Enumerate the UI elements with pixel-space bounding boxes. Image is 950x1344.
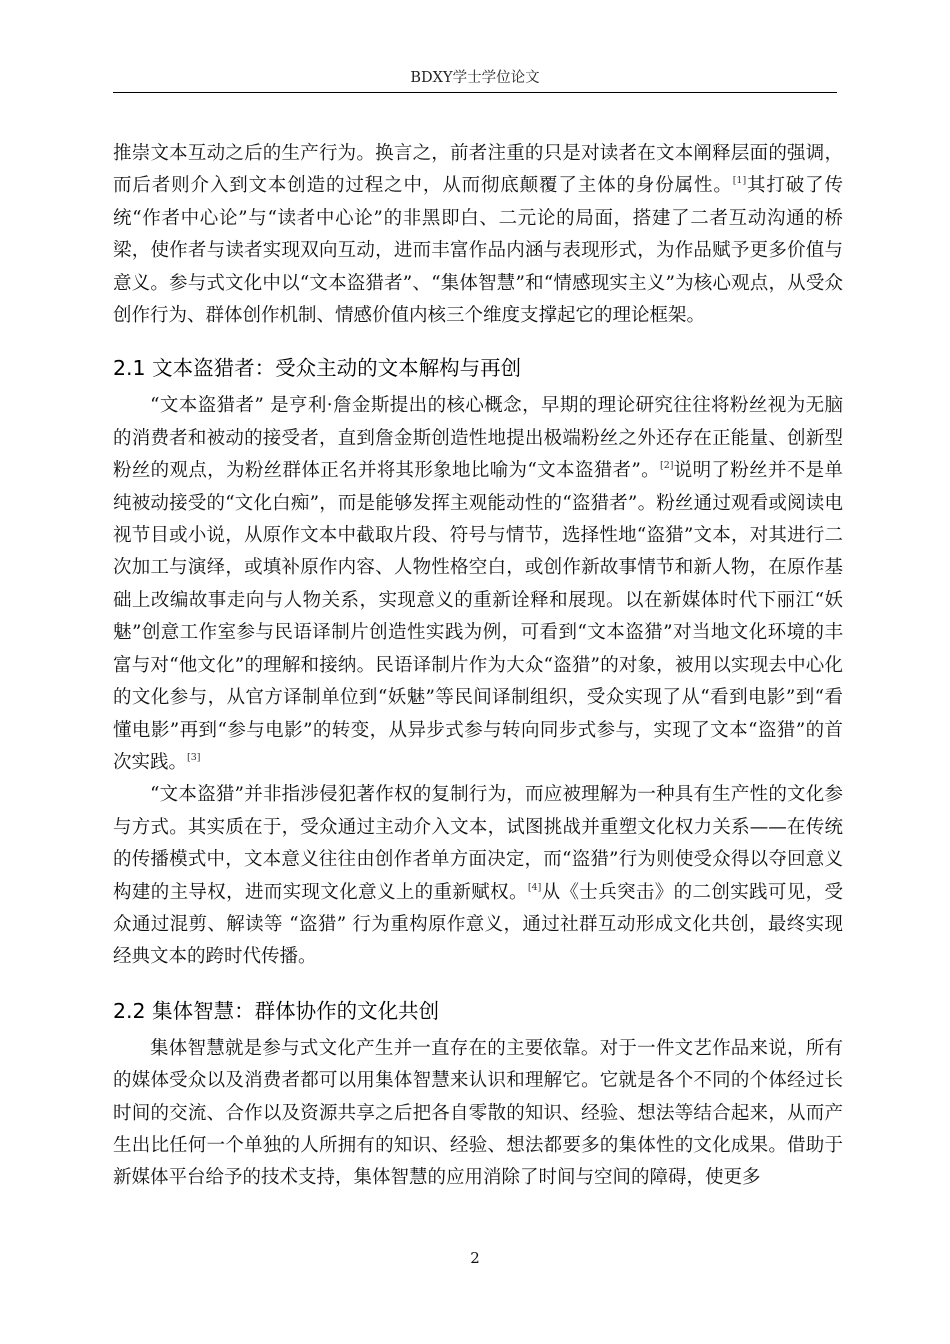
paragraph-2-2-a: 集体智慧就是参与式文化产生并一直存在的主要依靠。对于一件文艺作品来说，所有的媒体受众以及消费者都可以用集体智慧来认识和理解它。它就是各个不同的个体经过长时间的交流、合作以及资源共享之后把各自零散的知识、经验、想法等结合起来，从而产生出比任何一个单独的人所拥有的知识、经验、想法都要多的集体性的文化成果。借助于新媒体平台给予的技术支持，集体智慧的应用消除了时间与空间的障碍，使更多 [113, 1037, 843, 1189]
paragraph-text: 说明了粉丝并不是单纯被动接受的“文化白痴”，而是能够发挥主观能动性的“盗猎者”。粉丝通过观看或阅读电视节目或小说，从原作文本中截取片段、符号与情节，选择性地“盗猎”文本，对其进行二次加工与演绎，或填补原作内容、人物性格空白，或创作新故事情节和新人物，在原作基础上改编故事走向与人物关系，实现意义的重新诠释和展现。以在新媒体时代下丽江“妖魅”创意工作室参与民语译制片创造性实践为例，可看到“文本盗猎”对当地文化环境的丰富与对“他文化”的理解和接纳。民语译制片作为大众“盗猎”的对象，被用以实现去中心化的文化参与，从官方译制单位到“妖魅”等民间译制组织，受众实现了从“看到电影”到“看懂电影”再到“参与电影”的转变，从异步式参与转向同步式参与，实现了文本“盗猎”的首次实践。 [113, 460, 843, 773]
citation-ref: [2] [660, 460, 674, 472]
paragraph-text: 从《士兵突击》的二创实践可见，受众通过混剪、解读等 “盗猎” 行为重构原作意义，通过社群互动形成文化共创，最终实现经典文本的跨时代传播。 [113, 881, 843, 968]
header-rule [113, 92, 837, 93]
paragraph-text: “文本盗猎者” 是亨利·詹金斯提出的核心概念，早期的理论研究往往将粉丝视为无脑的消费者和被动的接受者，直到詹金斯创造性地提出极端粉丝之外还存在正能量、创新型粉丝的观点，为粉丝群体正名并将其形象地比喻为“文本盗猎者”。 [113, 395, 843, 482]
paragraph-2-1-a [113, 390, 843, 779]
running-header: BDXY学士学位论文 [410, 70, 540, 86]
paragraph-intro-continuation [113, 138, 843, 332]
page-number: 2 [470, 1249, 480, 1267]
section-heading-2-2: 2.2 集体智慧：群体协作的文化共创 [113, 998, 440, 1023]
section-heading-2-1: 2.1 文本盗猎者：受众主动的文本解构与再创 [113, 356, 522, 381]
paragraph-text: 其打破了传统“作者中心论”与“读者中心论”的非黑即白、二元论的局面，搭建了二者互动沟通的桥梁，使作者与读者实现双向互动，进而丰富作品内涵与表现形式，为作品赋予更多价值与意义。参与式文化中以“文本盗猎者”、“集体智慧”和“情感现实主义”为核心观点，从受众创作行为、群体创作机制、情感价值内核三个维度支撑起它的理论框架。 [113, 175, 843, 327]
paragraph-text: “文本盗猎”并非指涉侵犯著作权的复制行为，而应被理解为一种具有生产性的文化参与方式。其实质在于，受众通过主动介入文本，试图挑战并重塑文化权力关系——在传统的传播模式中，文本意义往往由创作者单方面决定，而“盗猎”行为则使受众得以夺回意义构建的主导权，进而实现文化意义上的重新赋权。 [113, 784, 843, 903]
paragraph-text: 推崇文本互动之后的生产行为。换言之，前者注重的只是对读者在文本阐释层面的强调，而后者则介入到文本创造的过程之中，从而彻底颠覆了主体的身份属性。 [113, 143, 843, 197]
body-content [113, 138, 843, 1195]
paragraph-2-1-b [113, 779, 843, 973]
citation-ref: [1] [732, 175, 747, 187]
citation-ref: [4] [527, 881, 542, 893]
citation-ref: [3] [187, 751, 201, 763]
